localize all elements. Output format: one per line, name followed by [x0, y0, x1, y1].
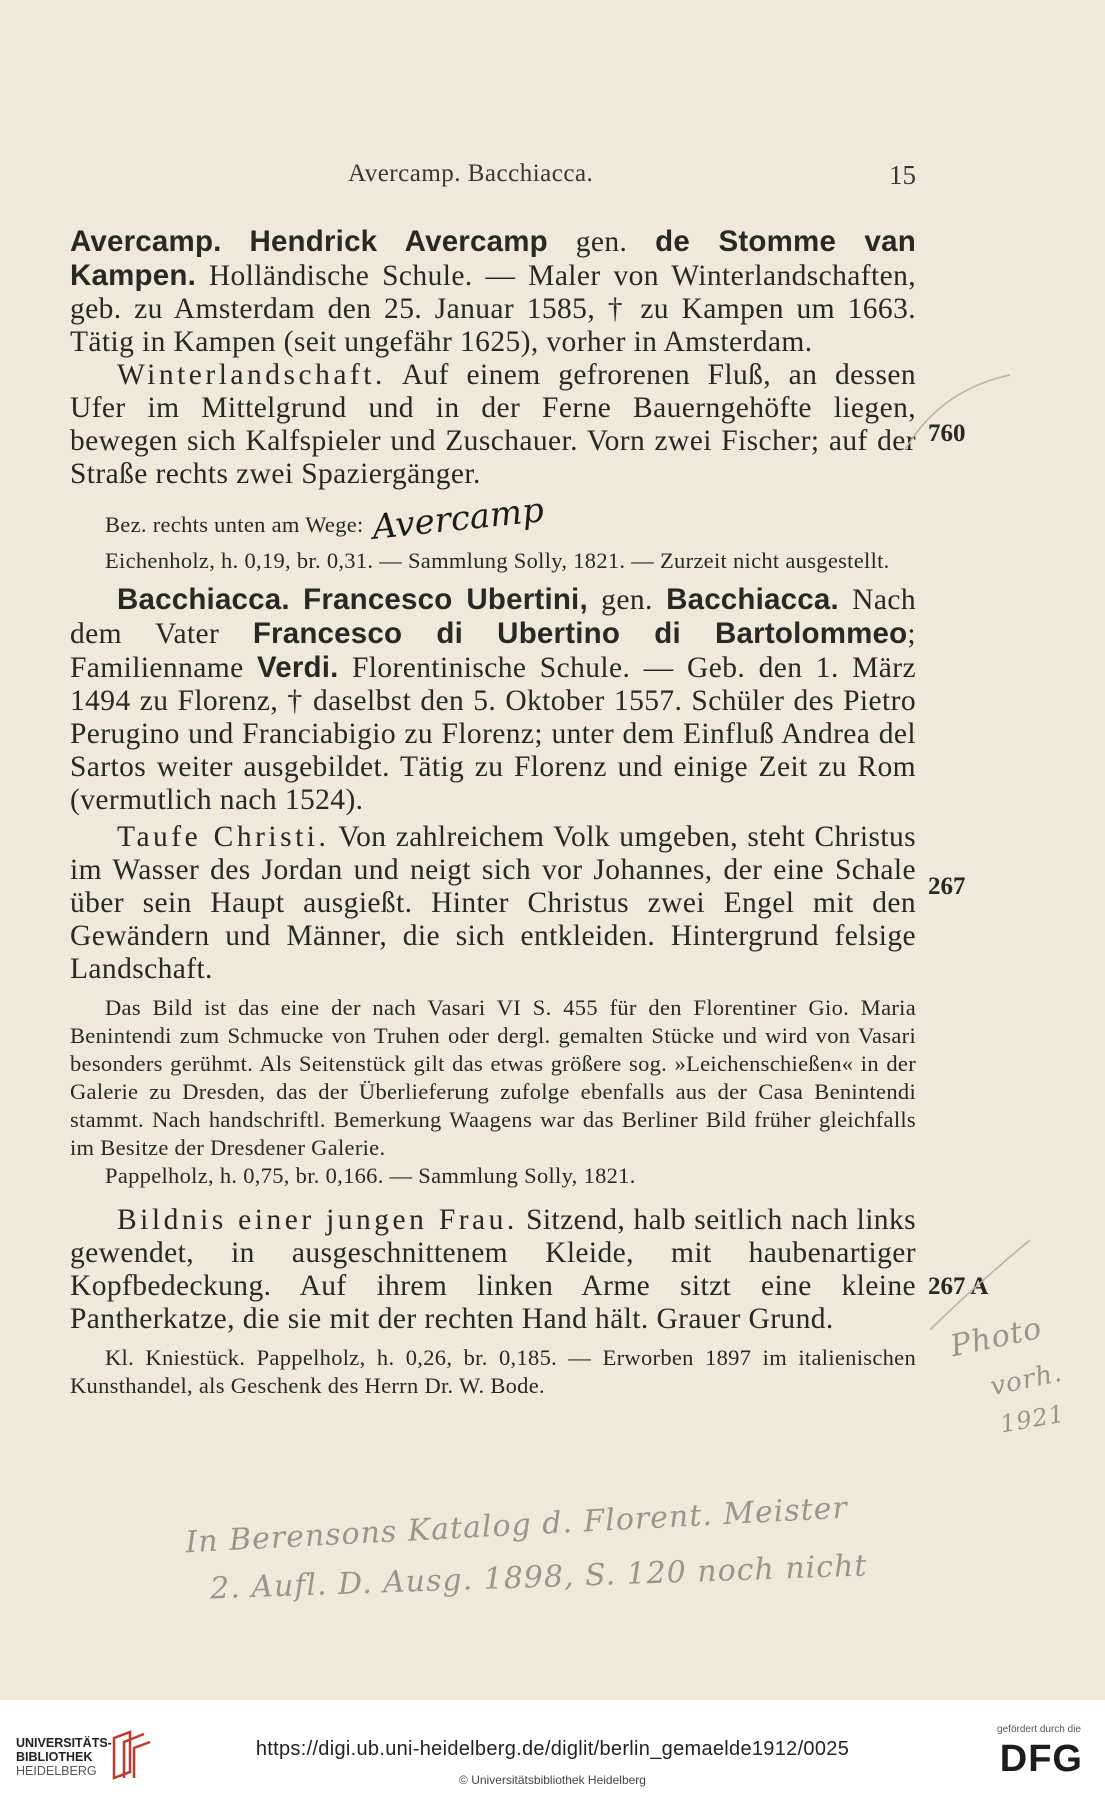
work-title: Bildnis einer jungen Frau.	[117, 1204, 518, 1236]
artist-name: Avercamp.	[70, 225, 222, 258]
work-note: Das Bild ist das eine der nach Vasari VI S. 455 für den Florentiner Gio. Maria Benintendi zum Schmucke von Truhen oder dergl. gemalten Stücke und wird von Vasari besonders gerühmt. Als Seitenstück gilt das etwas größere sog. »Leichenschießen« in der Galerie zu Dresden, das der Überlieferung zufolge ebenfalls aus der Casa Benintendi stammt. Nach handschriftl. Bemerkung Waagens war das Berliner Bild früher gleichfalls im Besitze der Dresdener Galerie.	[70, 995, 916, 1160]
artist-entry-bacchiacca	[70, 583, 916, 817]
gen-text: gen.	[587, 584, 667, 616]
margin-number-760: 760	[928, 420, 966, 447]
work-bildnis	[70, 1204, 916, 1336]
work-taufe-christi	[70, 821, 916, 986]
handwritten-note-year: 1921	[998, 1399, 1068, 1439]
work-winterlandschaft	[70, 359, 916, 491]
dfg-caption: gefördert durch die	[997, 1724, 1081, 1735]
logo-line: HEIDELBERG	[16, 1764, 97, 1778]
artist-signature: Avercamp	[369, 490, 546, 548]
margin-number-267a: 267 A	[928, 1273, 989, 1300]
work-title: Winterlandschaft.	[117, 359, 386, 391]
artist-bio: Holländische Schule. — Maler von Winterlandschaften, geb. zu Amsterdam den 25. Januar 1585, † zu Kampen um 1663. Tätig in Kampen (seit ungefähr 1625), vorher in Amsterdam.	[70, 260, 916, 358]
signature-label: Bez. rechts unten am Wege:	[105, 512, 364, 537]
work-description: Auf einem gefrorenen Fluß, an dessen Ufer im Mittelgrund und in der Ferne Bauerngehöfte liegen, bewegen sich Kalfspieler und Zuschauer. Vorn zwei Fischer; auf der Straße rechts zwei Spaziergänger.	[70, 359, 916, 490]
footer-bar	[0, 1700, 1105, 1793]
artist-entry-avercamp	[70, 225, 916, 359]
work-description: Von zahlreichem Volk umgeben, steht Christus im Wasser des Jordan und neigt sich vor Johannes, der eine Schale über sein Haupt ausgießt. Hinter Christus zwei Engel mit den Gewändern und Männer, die sich entkleiden. Hintergrund felsige Landschaft.	[70, 821, 917, 985]
handwritten-note-line1: In Berensons Katalog d. Florent. Meister	[184, 1490, 849, 1561]
catalog-text	[70, 225, 916, 1400]
signature-line	[70, 490, 916, 548]
familie-text: ; Familienname	[70, 618, 916, 684]
dfg-logo: DFG	[999, 1738, 1083, 1780]
handwritten-note-photo: Photo	[947, 1310, 1046, 1365]
artist-alias: Bacchiacca.	[666, 583, 839, 616]
work-details: Pappelholz, h. 0,75, br. 0,166. — Sammlung Solly, 1821.	[105, 1163, 636, 1188]
artist-alias: de Stomme van Kampen.	[70, 225, 916, 292]
father-name: Francesco di Ubertino di Bartolommeo	[252, 617, 908, 650]
page-number: 15	[889, 160, 916, 190]
work-details: Kl. Kniestück. Pappelholz, h. 0,26, br. 0,185. — Erworben 1897 im italienischen Kunsthandel, als Geschenk des Herrn Dr. W. Bode.	[70, 1345, 916, 1398]
work-title: Taufe Christi.	[117, 821, 330, 853]
margin-number-267: 267	[928, 873, 966, 900]
handwritten-note-vorh: vorh.	[987, 1357, 1066, 1403]
header-title: Avercamp. Bacchiacca.	[348, 160, 594, 187]
handwritten-note-line2: 2. Aufl. D. Ausg. 1898, S. 120 noch nicht	[209, 1548, 868, 1607]
artist-fullname: Hendrick Avercamp	[249, 225, 548, 258]
logo-line: BIBLIOTHEK	[16, 1750, 93, 1764]
logo-line: UNIVERSITÄTS-	[16, 1736, 112, 1750]
artist-bio: Florentinische Schule. — Geb. den 1. März 1494 zu Florenz, † daselbst den 5. Oktober 1557. Schüler des Pietro Perugino und Franciabigio zu Florenz; unter dem Einfluß Andrea del Sartos weiter ausgebildet. Tätig zu Florenz und einige Zeit zu Rom (vermutlich nach 1524).	[70, 652, 916, 816]
work-description: Sitzend, halb seitlich nach links gewendet, in ausgeschnittenem Kleide, mit haubenartiger Kopfbedeckung. Auf ihrem linken Arme sitzt eine kleine Pantherkatze, die sie mit der rechten Hand hält. Grauer Grund.	[70, 1204, 916, 1335]
gen-text: gen.	[547, 226, 656, 258]
nach-text: Nach dem Vater	[70, 584, 917, 650]
permalink-url[interactable]: https://digi.ub.uni-heidelberg.de/diglit/berlin_gemaelde1912/0025	[255, 1738, 850, 1760]
work-details: Eichenholz, h. 0,19, br. 0,31. — Sammlung Solly, 1821. — Zurzeit nicht ausgestellt.	[105, 548, 890, 573]
pencil-stroke-icon	[900, 370, 1020, 470]
artist-fullname: Francesco Ubertini,	[303, 583, 588, 616]
copyright-text: © Universitätsbibliothek Heidelberg	[459, 1773, 646, 1787]
family-name: Verdi.	[257, 651, 339, 684]
artist-name: Bacchiacca.	[117, 583, 290, 616]
